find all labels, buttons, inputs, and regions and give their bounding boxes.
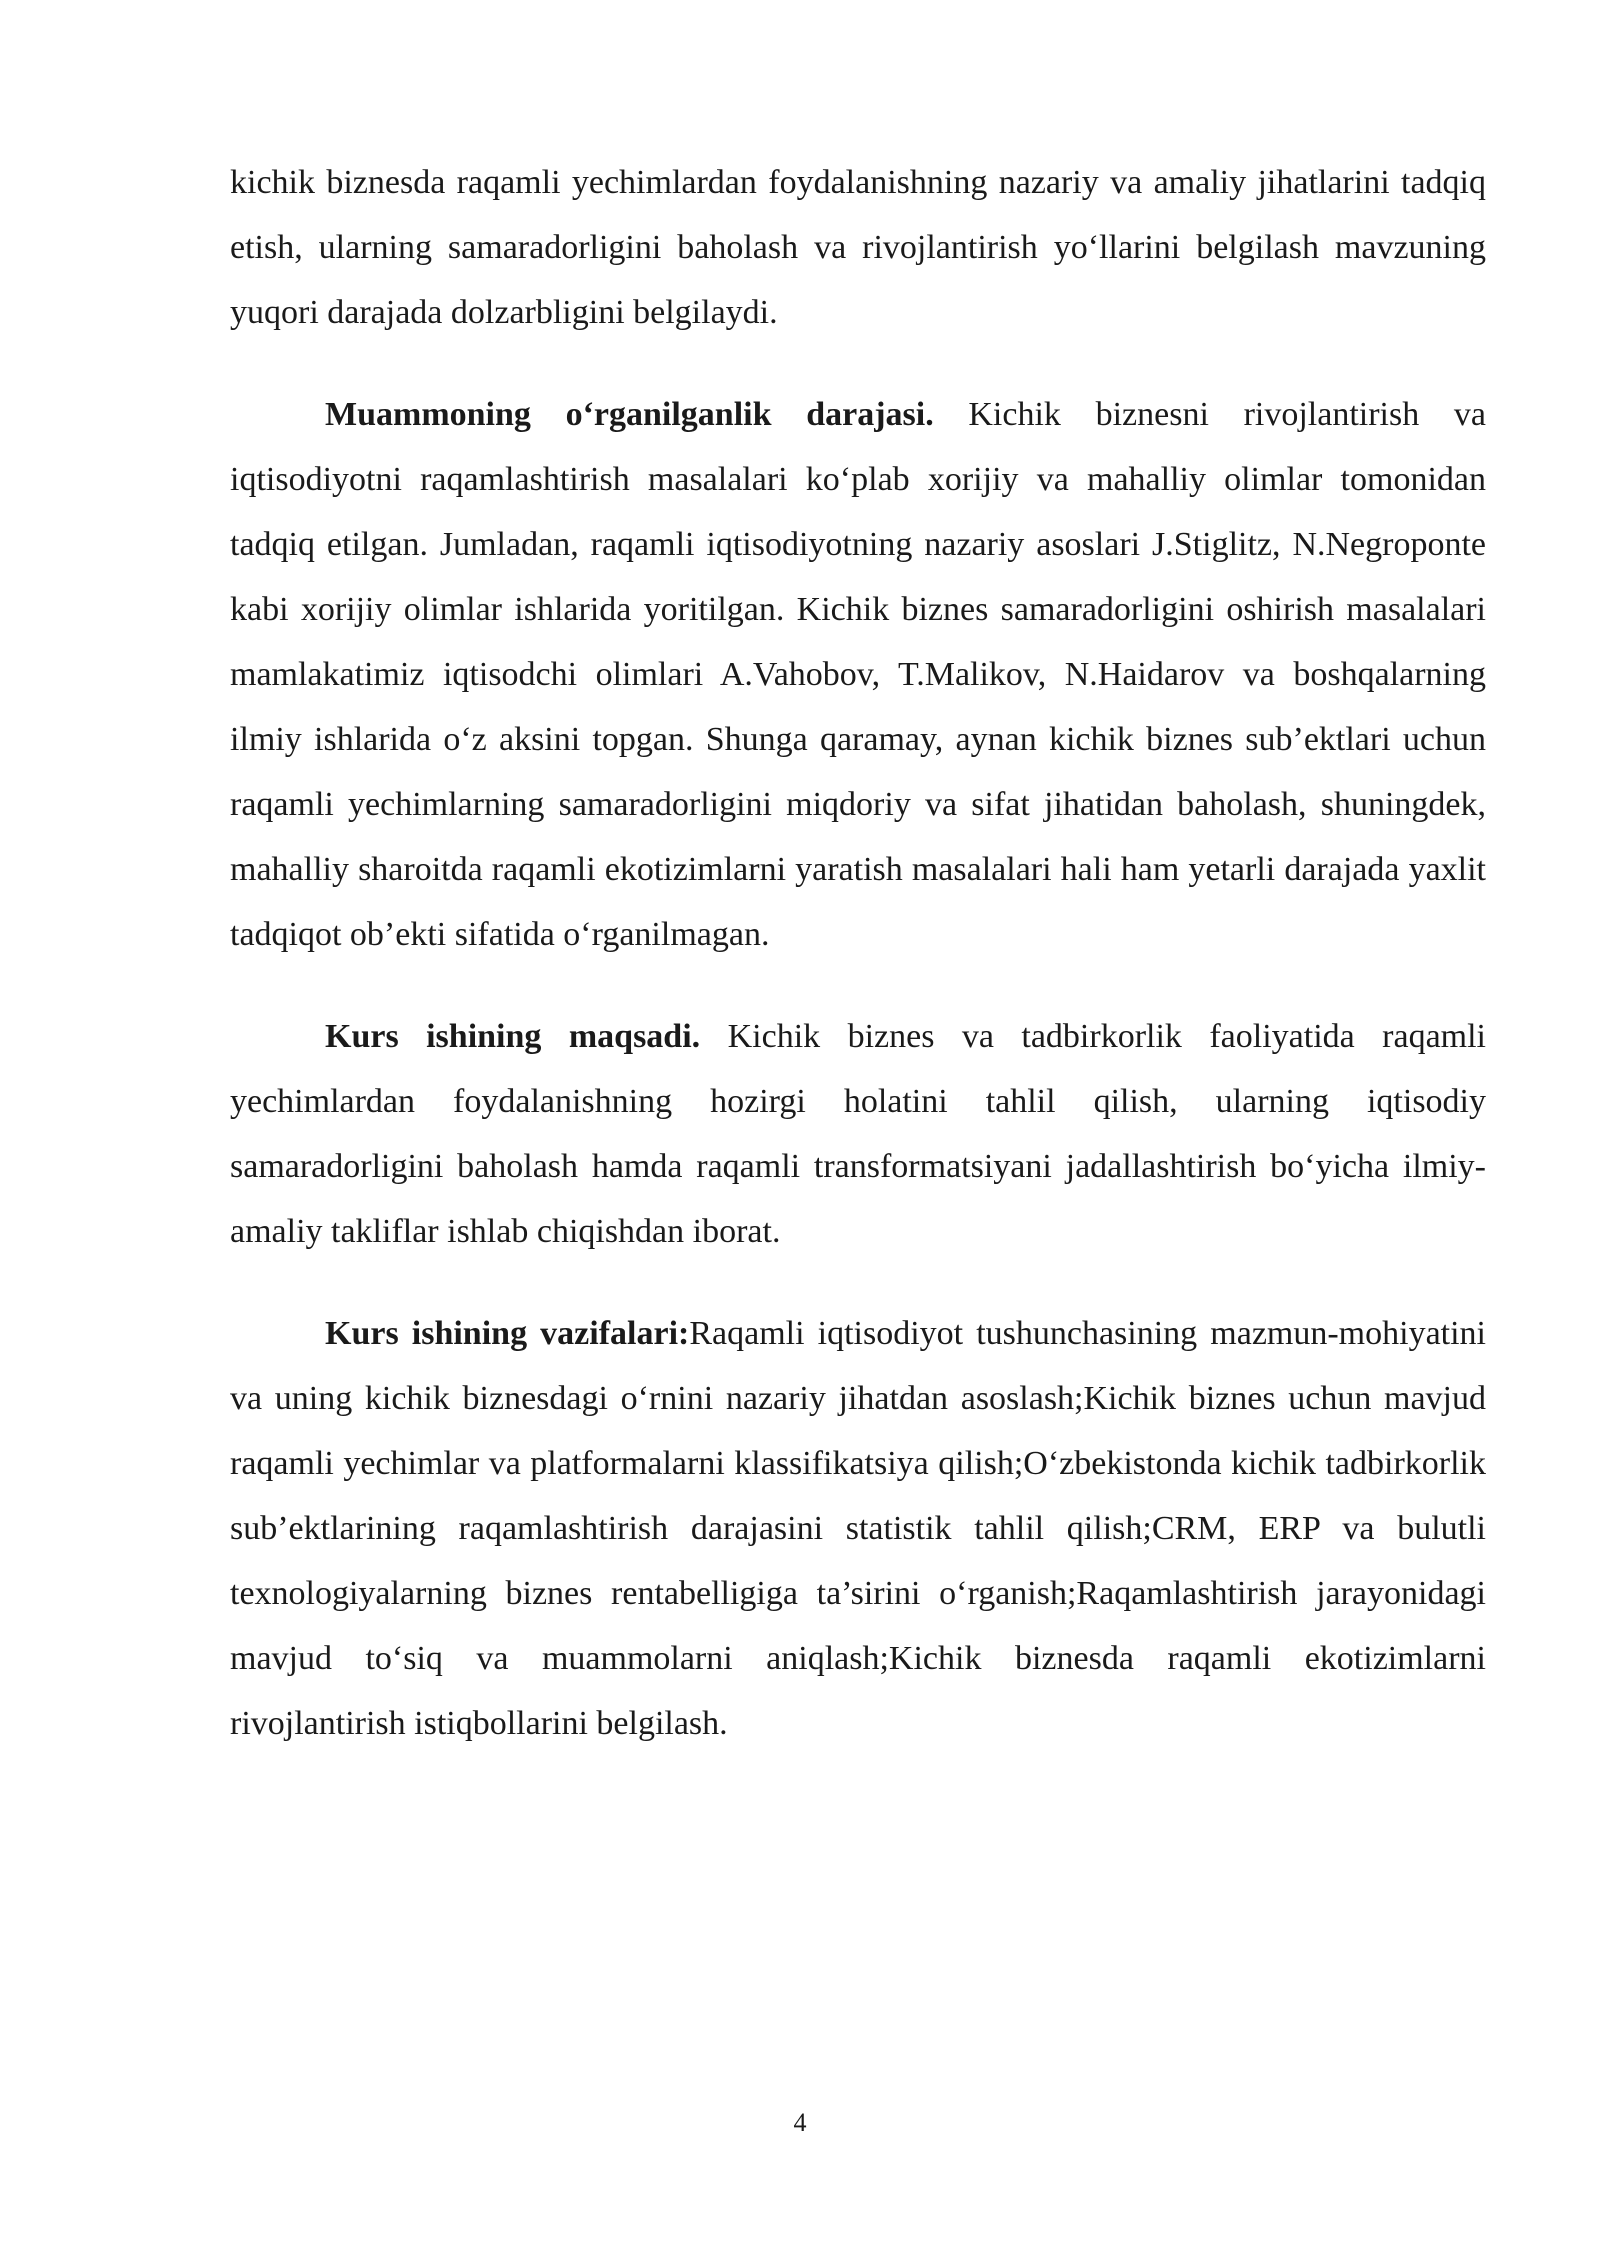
page-number: 4 — [793, 2108, 807, 2137]
section-heading-research-degree: Muammoning o‘rganilganlik darajasi. — [325, 396, 934, 433]
paragraph-course-tasks — [230, 1301, 1486, 1756]
section-heading-course-goal: Kurs ishining maqsadi. — [325, 1018, 701, 1055]
paragraph-intro — [230, 150, 1486, 345]
paragraph-research-degree-text: Kichik biznesni rivojlantirish va iqtisodiyotni raqamlashtirish masalalari ko‘plab xorijiy va mahalliy olimlar tomonidan tadqiq etilgan. Jumladan, raqamli iqtisodiyotning nazariy asoslari J.Stiglitz, N.Negroponte kabi xorijiy olimlar ishlarida yoritilgan. Kichik biznes samaradorligini oshirish masalalari mamlakatimiz iqtisodchi olimlari A.Vahobov, T.Malikov, N.Haidarov va boshqalarning ilmiy ishlarida o‘z aksini topgan. Shunga qaramay, aynan kichik biznes sub’ektlari uchun raqamli yechimlarning samaradorligini miqdoriy va sifat jihatidan baholash, shuningdek, mahalliy sharoitda raqamli ekotizimlarni yaratish masalalari hali ham yetarli darajada yaxlit tadqiqot ob’ekti sifatida o‘rganilmagan. — [230, 396, 1486, 953]
section-heading-course-tasks: Kurs ishining vazifalari: — [325, 1315, 690, 1352]
document-page — [230, 150, 1486, 1756]
paragraph-course-tasks-text: Raqamli iqtisodiyot tushunchasining mazmun-mohiyatini va uning kichik biznesdagi o‘rnini nazariy jihatdan asoslash;Kichik biznes uchun mavjud raqamli yechimlar va platformalarni klassifikatsiya qilish;O‘zbekistonda kichik tadbirkorlik sub’ektlarining raqamlashtirish darajasini statistik tahlil qilish;CRM, ERP va bulutli texnologiyalarning biznes rentabelligiga ta’sirini o‘rganish;Raqamlashtirish jarayonidagi mavjud to‘siq va muammolarni aniqlash;Kichik biznesda raqamli ekotizimlarni rivojlantirish istiqbollarini belgilash. — [230, 1315, 1486, 1742]
paragraph-research-degree — [230, 382, 1486, 967]
paragraph-course-goal — [230, 1004, 1486, 1264]
paragraph-intro-text: kichik biznesda raqamli yechimlardan foydalanishning nazariy va amaliy jihatlarini tadqiq etish, ularning samaradorligini baholash va rivojlantirish yo‘llarini belgilash mavzuning yuqori darajada dolzarbligini belgilaydi. — [230, 164, 1486, 331]
paragraph-course-goal-text: Kichik biznes va tadbirkorlik faoliyatida raqamli yechimlardan foydalanishning hozirgi holatini tahlil qilish, ularning iqtisodiy samaradorligini baholash hamda raqamli transformatsiyani jadallashtirish bo‘yicha ilmiy-amaliy takliflar ishlab chiqishdan iborat. — [230, 1018, 1487, 1250]
